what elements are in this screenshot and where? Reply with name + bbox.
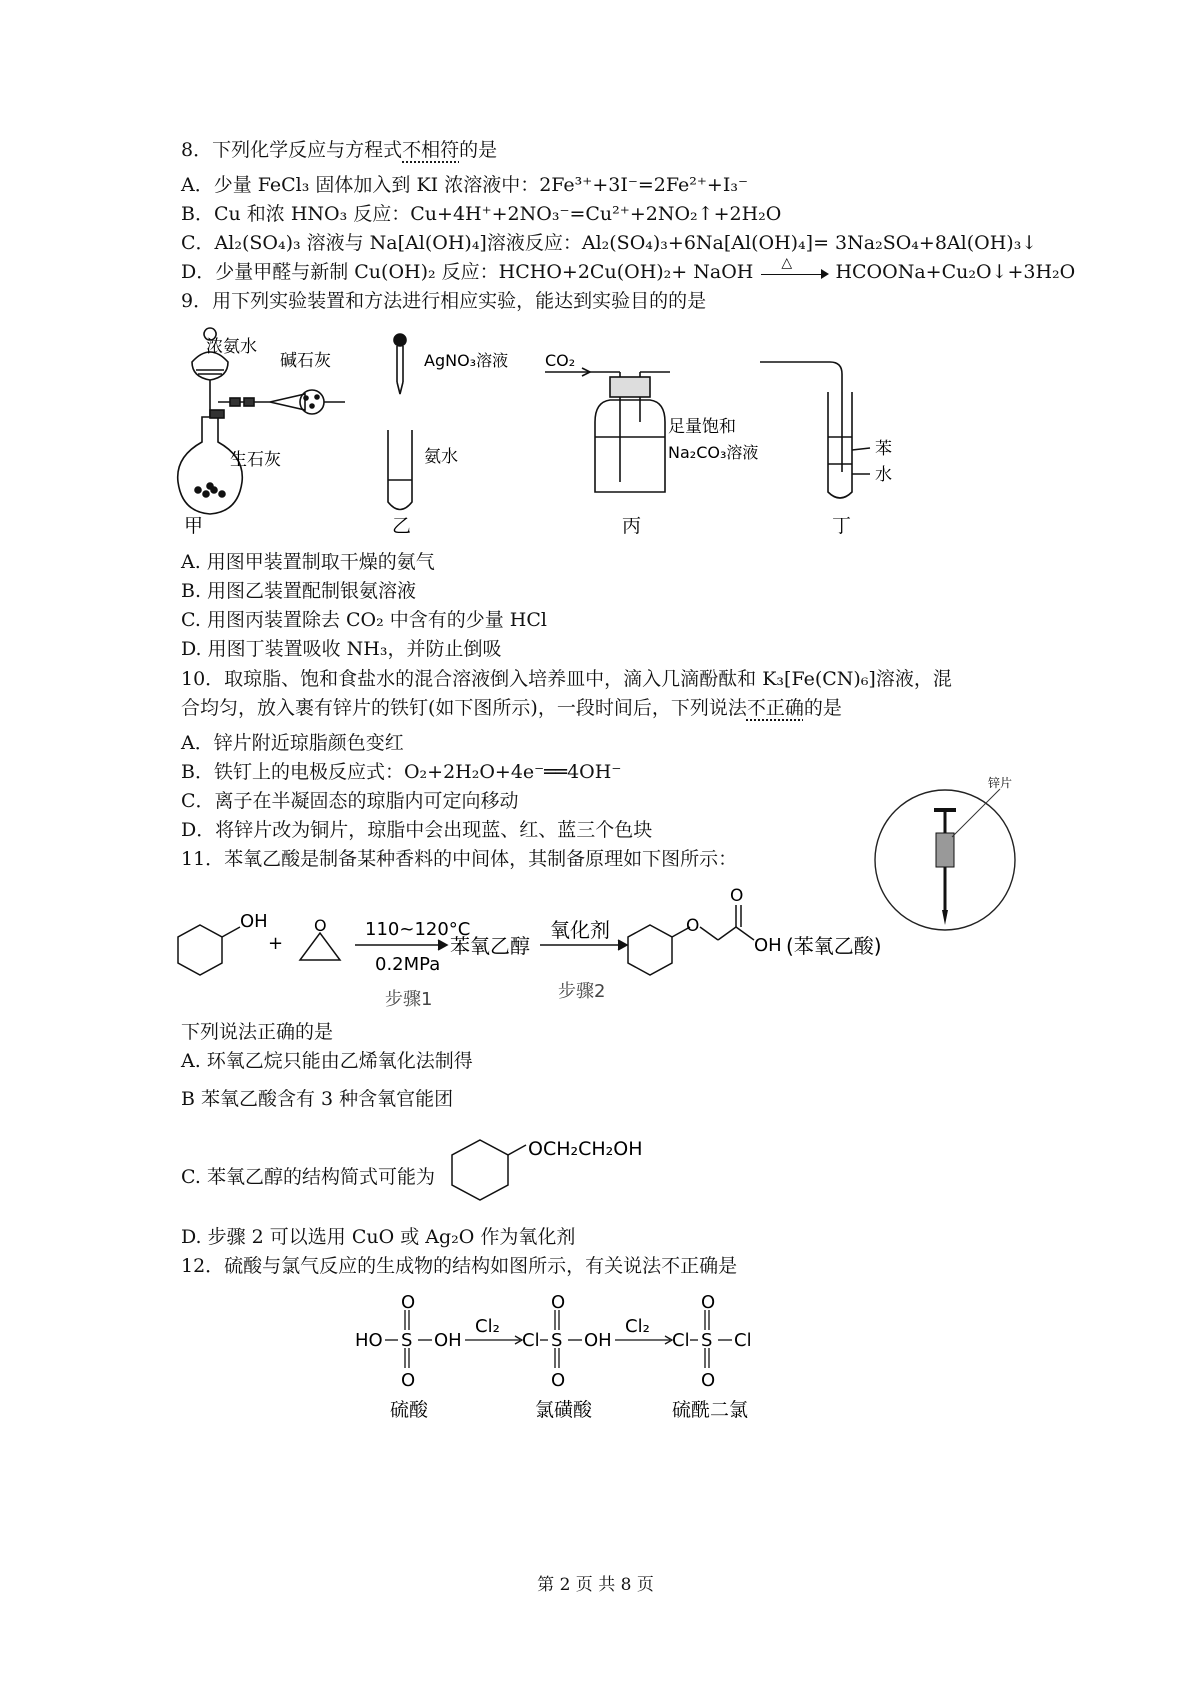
name-sulfuric-acid: 硫酸	[390, 1399, 429, 1420]
o-bottom-1: O	[401, 1370, 416, 1391]
label-saturated: 足量饱和	[668, 417, 736, 437]
condition-temperature: 110~120°C	[365, 919, 471, 940]
q11-stem: 11．苯氧乙酸是制备某种香料的中间体，其制备原理如下图所示：	[181, 848, 738, 870]
ho-left: HO	[355, 1330, 383, 1351]
intermediate-name: 苯氧乙醇	[450, 934, 530, 958]
label-co2: CO₂	[545, 351, 576, 370]
q11-option-d: D. 步骤 2 可以选用 CuO 或 Ag₂O 作为氧化剂	[181, 1226, 576, 1248]
step1-label: 步骤1	[385, 989, 433, 1010]
q9-option-d: D. 用图丁装置吸收 NH₃，并防止倒吸	[181, 638, 502, 660]
epoxide-o: O	[314, 916, 327, 935]
phenol-oh: OH	[240, 911, 268, 932]
label-ammonia-water: 氨水	[424, 447, 458, 467]
label-quicklime: 生石灰	[230, 450, 281, 470]
oxidant-label: 氧化剂	[550, 918, 610, 942]
q8-option-b: B．Cu 和浓 HNO₃ 反应：Cu+4H⁺+2NO₃⁻=Cu²⁺+2NO₂↑+2H₂O	[181, 203, 782, 225]
acid-oh: OH	[754, 935, 782, 956]
q10-stem-text: 合均匀，放入裹有锌片的铁钉(如下图所示)，一段时间后，下列说法	[181, 697, 747, 719]
cl-3b: Cl	[734, 1330, 752, 1351]
label-jia: 甲	[184, 515, 204, 537]
q10-option-a: A．锌片附近琼脂颜色变红	[181, 732, 404, 754]
label-ammonia-conc: 浓氨水	[206, 337, 257, 357]
epoxide-ring	[300, 933, 340, 960]
product-ring	[628, 925, 672, 975]
product-name: (苯氧乙酸)	[786, 934, 882, 958]
q11-option-b: B 苯氧乙酸含有 3 种含氧官能团	[181, 1088, 454, 1110]
q8-option-a: A．少量 FeCl₃ 固体加入到 KI 浓溶液中：2Fe³⁺+3I⁻=2Fe²⁺+I₃⁻	[181, 174, 748, 196]
label-benzene: 苯	[875, 439, 892, 459]
heat-arrow	[759, 255, 829, 283]
q10-option-b: B．铁钉上的电极反应式：O₂+2H₂O+4e⁻══4OH⁻	[181, 761, 622, 783]
q11-option-c: C. 苯氧乙醇的结构简式可能为	[181, 1166, 435, 1188]
o-top-2: O	[551, 1292, 566, 1313]
heat-symbol: △	[781, 255, 793, 271]
label-ding: 丁	[832, 515, 852, 537]
oh-1: OH	[434, 1330, 462, 1351]
ether-o: O	[686, 916, 700, 936]
cl-3a: Cl	[672, 1330, 690, 1351]
q11-option-a: A. 环氧乙烷只能由乙烯氧化法制得	[181, 1050, 473, 1072]
label-water: 水	[875, 465, 892, 485]
q8-option-d-left: D．少量甲醛与新制 Cu(OH)₂ 反应：HCHO+2Cu(OH)₂+ NaOH	[181, 261, 754, 283]
s-1: S	[401, 1330, 413, 1351]
q10-stem-2	[181, 694, 842, 722]
cl2-arrow-2: Cl₂	[625, 1316, 650, 1337]
o-bottom-3: O	[701, 1370, 716, 1391]
s-3: S	[701, 1330, 713, 1351]
drying-tube-bulb	[300, 390, 324, 414]
s-2: S	[551, 1330, 563, 1351]
o-bottom-2: O	[551, 1370, 566, 1391]
q8-option-d-right: HCOONa+Cu₂O↓+3H₂O	[835, 261, 1076, 283]
q12-stem: 12．硫酸与氯气反应的生成物的结构如图所示，有关说法不正确是	[181, 1255, 738, 1277]
name-sulfuryl-chloride: 硫酰二氯	[672, 1399, 749, 1420]
oh-2: OH	[584, 1330, 612, 1351]
label-agno3: AgNO₃溶液	[424, 351, 509, 370]
q8-stem-emphasis: 不相符	[402, 139, 460, 161]
q8-option-c: C．Al₂(SO₄)₃ 溶液与 Na[Al(OH)₄]溶液反应：Al₂(SO₄)₃+6Na[Al(OH)₄]= 3Na₂SO₄+8Al(OH)₃↓	[181, 232, 1038, 254]
label-zinc: 锌片	[988, 776, 1013, 790]
q8-stem	[181, 136, 497, 164]
q9-option-a: A. 用图甲装置制取干燥的氨气	[181, 551, 435, 573]
q10-option-d: D．将锌片改为铜片，琼脂中会出现蓝、红、蓝三个色块	[181, 819, 653, 841]
label-yi: 乙	[392, 515, 412, 537]
phenoxyethanol-structure	[440, 1125, 670, 1205]
q10-stem-end: 的是	[803, 697, 842, 719]
plus-sign: +	[268, 933, 284, 954]
condition-pressure: 0.2MPa	[375, 954, 441, 975]
test-tube-ding	[828, 392, 852, 498]
gas-bottle-stopper	[610, 377, 650, 397]
label-bing: 丙	[622, 515, 642, 537]
test-tube-yi	[388, 430, 412, 510]
q9-apparatus-figure	[170, 322, 1010, 552]
o-top-3: O	[701, 1292, 716, 1313]
q9-option-b: B. 用图乙装置配制银氨溶液	[181, 580, 417, 602]
q9-stem: 9．用下列实验装置和方法进行相应实验，能达到实验目的的是	[181, 290, 707, 312]
page-footer: 第 2 页 共 8 页	[537, 1575, 654, 1595]
c-side-chain: OCH₂CH₂OH	[528, 1138, 643, 1160]
q8-option-d	[181, 255, 1076, 286]
benzene-ring-c	[452, 1140, 508, 1200]
phenol-ring	[178, 925, 222, 975]
q12-structure-scheme	[350, 1290, 820, 1420]
name-chlorosulfonic-acid: 氯磺酸	[535, 1399, 593, 1420]
carbonyl-o: O	[730, 886, 744, 906]
label-soda-lime: 碱石灰	[280, 351, 331, 371]
q8-stem-end: 的是	[459, 139, 498, 161]
label-na2co3: Na₂CO₃溶液	[668, 443, 759, 462]
step2-label: 步骤2	[558, 981, 606, 1002]
q8-stem-text: 8．下列化学反应与方程式	[181, 139, 403, 161]
q10-option-c: C．离子在半凝固态的琼脂内可定向移动	[181, 790, 519, 812]
q10-stem-1: 10．取琼脂、饱和食盐水的混合溶液倒入培养皿中，滴入几滴酚酞和 K₃[Fe(CN)₆]溶液，混	[181, 668, 952, 690]
o-top-1: O	[401, 1292, 416, 1313]
q9-option-c: C. 用图丙装置除去 CO₂ 中含有的少量 HCl	[181, 609, 547, 631]
gas-washing-bottle	[595, 400, 665, 492]
q10-stem-emphasis: 不正确	[746, 697, 804, 719]
cl2-arrow-1: Cl₂	[475, 1316, 500, 1337]
q11-lead: 下列说法正确的是	[181, 1021, 334, 1043]
cl-2: Cl	[522, 1330, 540, 1351]
